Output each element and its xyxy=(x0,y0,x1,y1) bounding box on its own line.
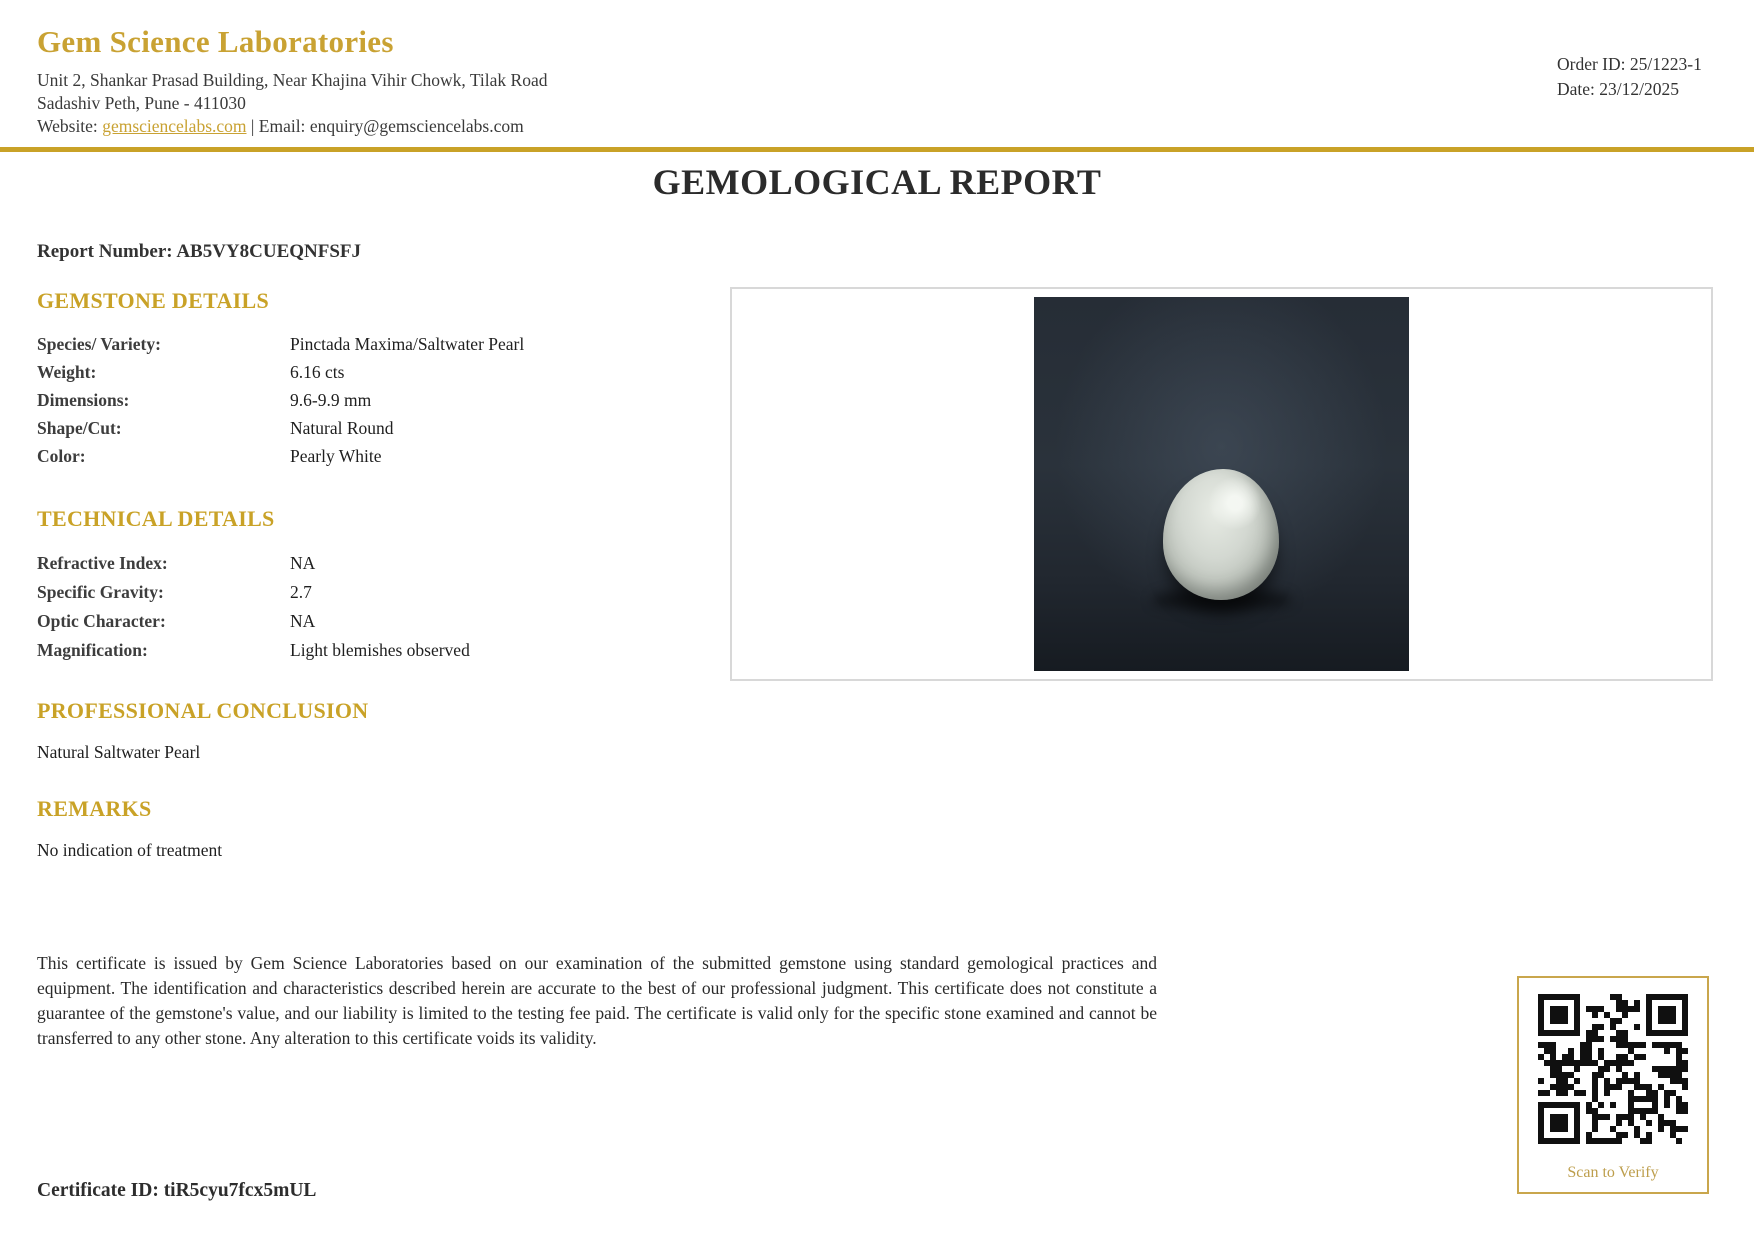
table-row xyxy=(37,358,524,386)
verify-box xyxy=(1517,976,1709,1194)
email-text: enquiry@gemsciencelabs.com xyxy=(309,116,524,136)
certificate-id-label: Certificate ID: xyxy=(37,1180,164,1201)
date-line xyxy=(1557,77,1702,102)
gemstone-photo xyxy=(1034,297,1409,671)
row-value: 2.7 xyxy=(290,582,312,602)
order-id-line xyxy=(1557,52,1702,77)
row-label: Color: xyxy=(37,446,86,466)
remarks-text: No indication of treatment xyxy=(37,840,223,860)
row-label: Species/ Variety: xyxy=(37,334,161,354)
table-row xyxy=(37,636,470,665)
technical-details-heading: TECHNICAL DETAILS xyxy=(37,506,275,531)
row-label: Weight: xyxy=(37,362,97,382)
certificate-id-value: tiR5cyu7fcx5mUL xyxy=(163,1180,317,1201)
date-value: 23/12/2025 xyxy=(1599,79,1680,99)
company-name: Gem Science Laboratories xyxy=(37,24,394,59)
order-id-value: 25/1223-1 xyxy=(1629,54,1702,74)
table-row xyxy=(37,330,524,358)
conclusion-text: Natural Saltwater Pearl xyxy=(37,742,201,762)
report-title: GEMOLOGICAL REPORT xyxy=(652,162,1102,202)
date-label: Date: xyxy=(1557,79,1600,99)
certificate-id xyxy=(37,1180,316,1202)
row-label: Specific Gravity: xyxy=(37,582,164,602)
report-number-label: Report Number: xyxy=(37,241,177,262)
technical-details-table xyxy=(37,549,470,665)
row-value: 6.16 cts xyxy=(290,362,345,382)
row-label: Shape/Cut: xyxy=(37,418,122,438)
header-divider xyxy=(0,147,1754,152)
row-label: Dimensions: xyxy=(37,390,130,410)
email-label: | Email: xyxy=(246,116,310,136)
table-row xyxy=(37,386,524,414)
row-value: NA xyxy=(290,553,316,573)
report-number-value: AB5VY8CUEQNFSFJ xyxy=(176,241,362,262)
row-label: Refractive Index: xyxy=(37,553,168,573)
remarks-heading: REMARKS xyxy=(37,796,152,821)
table-row xyxy=(37,607,470,636)
conclusion-heading: PROFESSIONAL CONCLUSION xyxy=(37,698,369,723)
row-value: Pearly White xyxy=(290,446,382,466)
row-value: 9.6-9.9 mm xyxy=(290,390,372,410)
report-number xyxy=(37,241,361,263)
table-row xyxy=(37,414,524,442)
pearl-image xyxy=(1163,469,1279,600)
row-value: Natural Round xyxy=(290,418,394,438)
table-row xyxy=(37,578,470,607)
website-label: Website: xyxy=(37,116,103,136)
qr-code xyxy=(1538,994,1688,1144)
row-value: NA xyxy=(290,611,316,631)
table-row xyxy=(37,442,524,470)
row-value: Pinctada Maxima/Saltwater Pearl xyxy=(290,334,525,354)
gemstone-photo-frame xyxy=(730,287,1713,681)
website-link[interactable]: gemsciencelabs.com xyxy=(102,116,247,136)
contact-line xyxy=(37,115,547,138)
order-id-label: Order ID: xyxy=(1557,54,1630,74)
row-label: Magnification: xyxy=(37,640,148,660)
lab-header xyxy=(37,24,547,138)
row-value: Light blemishes observed xyxy=(290,640,470,660)
gemstone-details-heading: GEMSTONE DETAILS xyxy=(37,288,269,313)
address-line-1: Unit 2, Shankar Prasad Building, Near Khajina Vihir Chowk, Tilak Road xyxy=(37,70,548,90)
qr-caption: Scan to Verify xyxy=(1567,1164,1659,1181)
row-label: Optic Character: xyxy=(37,611,166,631)
address-line-2: Sadashiv Peth, Pune - 411030 xyxy=(37,93,246,113)
table-row xyxy=(37,549,470,578)
gemstone-details-table xyxy=(37,330,524,470)
order-info xyxy=(1557,52,1702,102)
disclaimer-text: This certificate is issued by Gem Science Laboratories based on our examination of the submitted gemstone using standard gemological practices and equipment. The identification and characteristics described herein are accurate to the best of our professional judgment. This certificate does not constitute a guarantee of the gemstone's value, and our liability is limited to the testing fee paid. The certificate is valid only for the specific stone examined and cannot be transferred to any other stone. Any alteration to this certificate voids its validity. xyxy=(37,953,1157,1048)
